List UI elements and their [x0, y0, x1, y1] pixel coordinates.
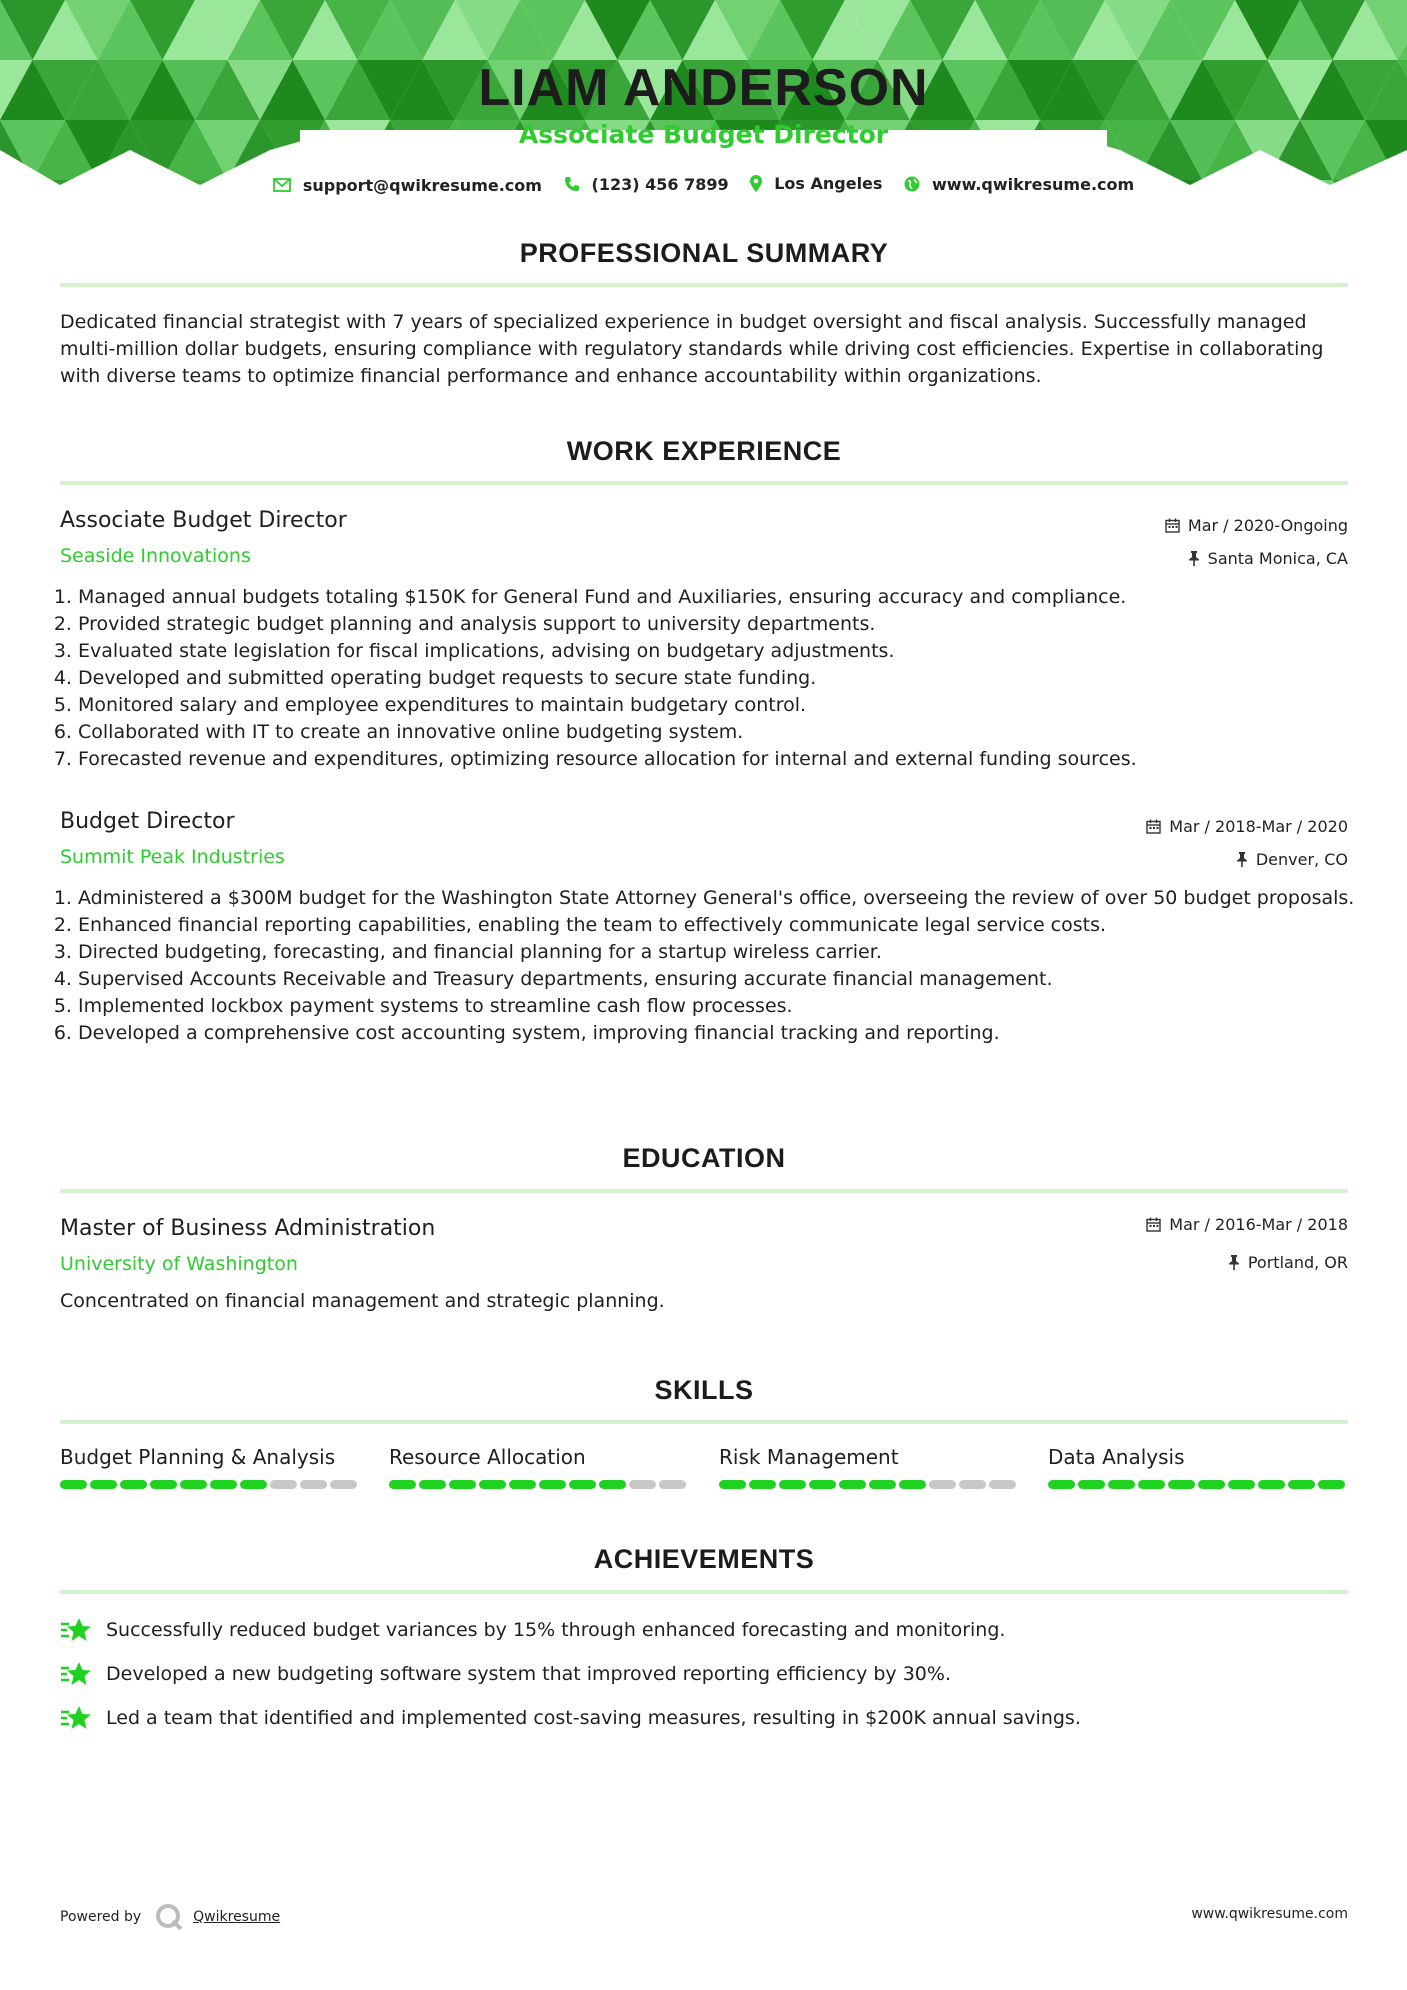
job-dates-text: Mar / 2020-Ongoing	[1187, 516, 1348, 535]
star-icon	[60, 1660, 92, 1688]
skill-item	[719, 1445, 1019, 1489]
job-location	[1236, 850, 1348, 869]
qwikresume-link[interactable]: Qwikresume	[193, 1909, 281, 1925]
achievement-item	[60, 1616, 1005, 1644]
skill-dot-filled	[240, 1480, 267, 1489]
list-item: 1. Managed annual budgets totaling $150K for General Fund and Auxiliaries, ensuring accuracy and compliance.	[78, 584, 1368, 611]
globe-icon	[904, 176, 920, 192]
phone-icon	[564, 176, 580, 192]
skill-dot-empty	[929, 1480, 956, 1489]
achievement-text: Developed a new budgeting software system that improved reporting efficiency by 30%.	[106, 1663, 951, 1685]
job-location-text: Santa Monica, CA	[1207, 549, 1348, 568]
list-item: 3. Directed budgeting, forecasting, and financial planning for a startup wireless carrier.	[78, 939, 1368, 966]
list-item: 3. Evaluated state legislation for fiscal implications, advising on budgetary adjustments.	[78, 638, 1368, 665]
skill-dot-empty	[959, 1480, 986, 1489]
job-title: Budget Director	[60, 809, 235, 834]
job-dates	[1146, 817, 1348, 836]
skill-dot-empty	[629, 1480, 656, 1489]
skill-dot-filled	[210, 1480, 237, 1489]
star-icon	[60, 1616, 92, 1644]
skill-dot-filled	[1048, 1480, 1075, 1489]
phone-text: (123) 456 7899	[591, 174, 729, 194]
skill-level-bar	[719, 1480, 1019, 1489]
achievement-item	[60, 1660, 951, 1688]
list-item: 4. Supervised Accounts Receivable and Treasury departments, ensuring accurate financial management.	[78, 966, 1368, 993]
pin-icon	[1228, 1255, 1240, 1270]
pin-icon	[1236, 852, 1248, 867]
skill-dot-empty	[300, 1480, 327, 1489]
skill-dot-filled	[419, 1480, 446, 1489]
skill-dot-filled	[1108, 1480, 1135, 1489]
skill-dot-filled	[779, 1480, 806, 1489]
skill-level-bar	[60, 1480, 360, 1489]
achievement-text: Led a team that identified and implemented cost-saving measures, resulting in $200K annual savings.	[106, 1707, 1081, 1729]
candidate-title: Associate Budget Director	[518, 120, 889, 149]
job-dates	[1165, 516, 1348, 535]
skill-dot-filled	[60, 1480, 87, 1489]
skill-dot-filled	[1198, 1480, 1225, 1489]
skill-dot-filled	[809, 1480, 836, 1489]
contact-email[interactable]	[273, 176, 542, 195]
job-company: Seaside Innovations	[60, 545, 251, 567]
skill-dot-filled	[1228, 1480, 1255, 1489]
contact-location	[750, 174, 882, 193]
powered-by-label: Powered by	[60, 1909, 142, 1925]
list-item: 7. Forecasted revenue and expenditures, optimizing resource allocation for internal and external funding sources.	[78, 746, 1368, 773]
skill-item	[389, 1445, 689, 1489]
skills-heading: SKILLS	[654, 1375, 754, 1405]
skill-dot-filled	[599, 1480, 626, 1489]
skill-dot-filled	[839, 1480, 866, 1489]
skill-item	[1048, 1445, 1348, 1489]
contact-phone[interactable]	[564, 175, 729, 194]
skill-dot-filled	[1318, 1480, 1345, 1489]
job-bullets	[60, 885, 1368, 1047]
skill-dot-filled	[1078, 1480, 1105, 1489]
skill-dot-filled	[1138, 1480, 1165, 1489]
email-text: support@qwikresume.com	[302, 175, 542, 195]
list-item: 4. Developed and submitted operating budget requests to secure state funding.	[78, 665, 1368, 692]
skill-dot-filled	[869, 1480, 896, 1489]
skills-divider	[60, 1420, 1348, 1424]
job-location-text: Denver, CO	[1255, 850, 1348, 869]
skill-dot-empty	[330, 1480, 357, 1489]
skill-level-bar	[389, 1480, 689, 1489]
skill-dot-filled	[1258, 1480, 1285, 1489]
achievements-heading: ACHIEVEMENTS	[593, 1544, 815, 1574]
skill-dot-filled	[90, 1480, 117, 1489]
skill-dot-filled	[569, 1480, 596, 1489]
website-text: www.qwikresume.com	[932, 174, 1135, 194]
education-heading: EDUCATION	[622, 1143, 786, 1173]
education-location	[1228, 1253, 1348, 1272]
achievement-text: Successfully reduced budget variances by 15% through enhanced forecasting and monitoring.	[106, 1619, 1006, 1641]
skill-name: Data Analysis	[1048, 1445, 1185, 1469]
calendar-icon	[1146, 1217, 1161, 1232]
skill-dot-filled	[389, 1480, 416, 1489]
list-item: 6. Developed a comprehensive cost accounting system, improving financial tracking and reporting.	[78, 1020, 1368, 1047]
skill-name: Risk Management	[719, 1445, 899, 1469]
skill-level-bar	[1048, 1480, 1348, 1489]
contact-bar	[0, 174, 1407, 196]
list-item: 6. Collaborated with IT to create an innovative online budgeting system.	[78, 719, 1368, 746]
summary-divider	[60, 283, 1348, 287]
experience-heading: WORK EXPERIENCE	[566, 436, 842, 466]
degree-title: Master of Business Administration	[60, 1216, 436, 1241]
list-item: 2. Enhanced financial reporting capabilities, enabling the team to effectively communicate legal service costs.	[78, 912, 1368, 939]
skill-dot-empty	[270, 1480, 297, 1489]
qwikresume-logo	[155, 1903, 183, 1931]
star-icon	[60, 1704, 92, 1732]
skill-dot-filled	[1168, 1480, 1195, 1489]
calendar-icon	[1146, 819, 1161, 834]
education-divider	[60, 1189, 1348, 1193]
list-item: 5. Monitored salary and employee expenditures to maintain budgetary control.	[78, 692, 1368, 719]
pin-icon	[1188, 551, 1200, 566]
experience-divider	[60, 481, 1348, 485]
achievement-item	[60, 1704, 1081, 1732]
job-title: Associate Budget Director	[60, 508, 347, 533]
skill-dot-filled	[749, 1480, 776, 1489]
education-location-text: Portland, OR	[1247, 1253, 1348, 1272]
skill-dot-filled	[719, 1480, 746, 1489]
school-name: University of Washington	[60, 1253, 298, 1275]
map-pin-icon	[750, 175, 762, 192]
skill-dot-filled	[120, 1480, 147, 1489]
education-description: Concentrated on financial management and strategic planning.	[60, 1290, 665, 1312]
job-location	[1188, 549, 1348, 568]
envelope-icon	[273, 178, 291, 192]
achievements-divider	[60, 1590, 1348, 1594]
job-company: Summit Peak Industries	[60, 846, 285, 868]
calendar-icon	[1165, 518, 1180, 533]
skill-dot-filled	[180, 1480, 207, 1489]
skill-dot-filled	[449, 1480, 476, 1489]
list-item: 1. Administered a $300M budget for the Washington State Attorney General's office, overseeing the review of over 50 budget proposals.	[78, 885, 1368, 912]
education-dates	[1146, 1215, 1348, 1234]
list-item: 2. Provided strategic budget planning and analysis support to university departments.	[78, 611, 1368, 638]
skill-name: Resource Allocation	[389, 1445, 586, 1469]
skill-item	[60, 1445, 360, 1489]
location-text: Los Angeles	[774, 174, 883, 193]
education-dates-text: Mar / 2016-Mar / 2018	[1169, 1215, 1348, 1234]
job-dates-text: Mar / 2018-Mar / 2020	[1169, 817, 1348, 836]
candidate-name: LIAM ANDERSON	[478, 59, 929, 117]
skill-dot-filled	[539, 1480, 566, 1489]
summary-text: Dedicated financial strategist with 7 years of specialized experience in budget oversight and fiscal analysis. Successfully managed multi-million dollar budgets, ensuring compliance with regulatory standards while driving cost efficiencies. Expertise in collaborating with diverse teams to optimize financial performance and enhance accountability within organizations.	[60, 311, 1324, 387]
skill-dot-filled	[479, 1480, 506, 1489]
skill-dot-filled	[150, 1480, 177, 1489]
list-item: 5. Implemented lockbox payment systems to streamline cash flow processes.	[78, 993, 1368, 1020]
footer-website[interactable]: www.qwikresume.com	[1191, 1906, 1348, 1922]
skill-dot-filled	[509, 1480, 536, 1489]
footer-powered-by	[60, 1903, 280, 1931]
job-bullets	[60, 584, 1368, 773]
skill-dot-filled	[1288, 1480, 1315, 1489]
skill-dot-empty	[989, 1480, 1016, 1489]
skill-dot-empty	[659, 1480, 686, 1489]
skill-name: Budget Planning & Analysis	[60, 1445, 336, 1469]
contact-website[interactable]	[904, 175, 1134, 194]
summary-heading: PROFESSIONAL SUMMARY	[519, 238, 889, 268]
skill-dot-filled	[899, 1480, 926, 1489]
